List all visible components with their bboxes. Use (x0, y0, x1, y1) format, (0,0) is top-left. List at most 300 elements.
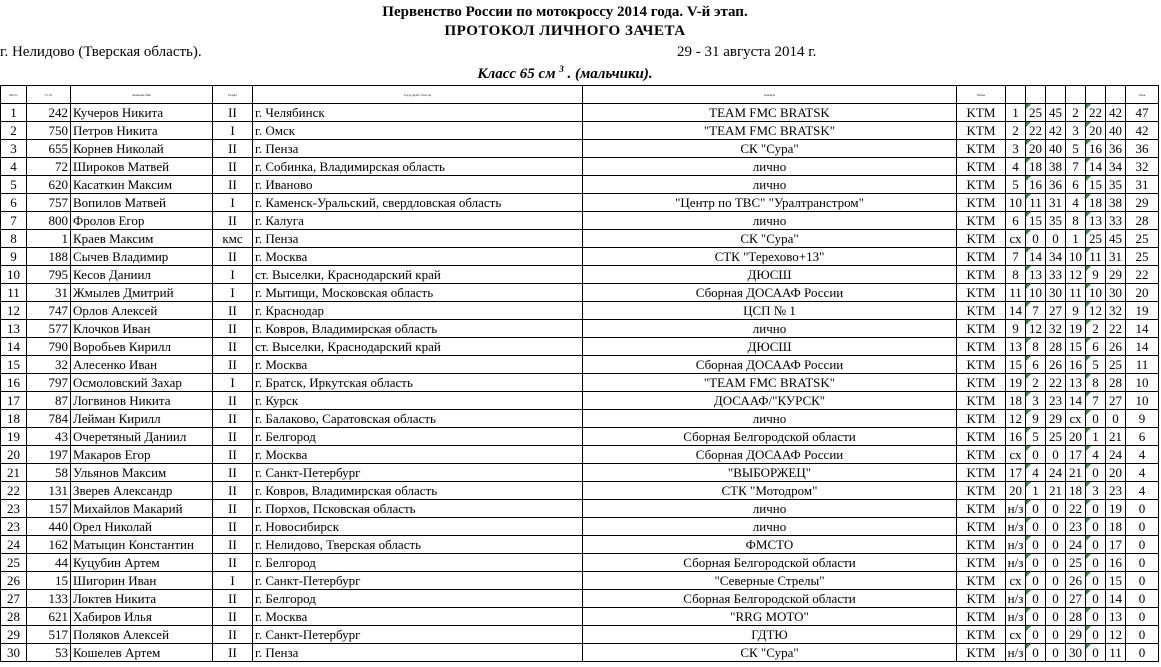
cell-bike: KTM (957, 104, 1006, 122)
cell-r1-pos: 7 (1006, 248, 1026, 266)
cell-name: Зверев Александр (71, 482, 213, 500)
cell-r2-pts: 0 (1086, 464, 1106, 482)
table-row (1, 176, 1159, 194)
cell-city: г. Краснодар (253, 302, 583, 320)
cell-r1-pts: 9 (1026, 410, 1046, 428)
cell-number: 797 (27, 374, 71, 392)
table-row (1, 338, 1159, 356)
cell-r1-sum: 0 (1046, 608, 1066, 626)
cell-number: 72 (27, 158, 71, 176)
cell-city: г. Собинка, Владимирская область (253, 158, 583, 176)
cell-r1-pts: 22 (1026, 122, 1046, 140)
cell-r1-pts: 25 (1026, 104, 1046, 122)
cell-city: г. Пенза (253, 644, 583, 662)
cell-r2-pts: 25 (1086, 230, 1106, 248)
cell-r1-pos: 11 (1006, 284, 1026, 302)
cell-bike: KTM (957, 482, 1006, 500)
cell-r1-sum: 24 (1046, 464, 1066, 482)
cell-bike: KTM (957, 572, 1006, 590)
header-number: Ст. № (27, 86, 71, 104)
cell-city: г. Санкт-Петербург (253, 626, 583, 644)
cell-r2-pos: 28 (1066, 608, 1086, 626)
cell-rank: II (213, 500, 253, 518)
cell-r2-pos: 14 (1066, 392, 1086, 410)
table-row (1, 122, 1159, 140)
cell-city: г. Пенза (253, 230, 583, 248)
table-row (1, 554, 1159, 572)
cell-r1-pts: 11 (1026, 194, 1046, 212)
table-row (1, 230, 1159, 248)
results-table (0, 85, 1159, 662)
cell-r1-sum: 0 (1046, 644, 1066, 662)
cell-total: 19 (1126, 302, 1159, 320)
cell-place: 23 (1, 518, 27, 536)
cell-rank: II (213, 518, 253, 536)
cell-r1-pos: сх (1006, 572, 1026, 590)
cell-r1-pos: 18 (1006, 392, 1026, 410)
cell-r2-pos: 21 (1066, 464, 1086, 482)
header-place: Место (1, 86, 27, 104)
cell-name: Корнев Николай (71, 140, 213, 158)
cell-name: Хабиров Илья (71, 608, 213, 626)
cell-r1-sum: 27 (1046, 302, 1066, 320)
class-heading (0, 64, 1130, 83)
cell-r2-sum: 25 (1106, 356, 1126, 374)
cell-bike: KTM (957, 194, 1006, 212)
cell-r1-pos: 16 (1006, 428, 1026, 446)
cell-city: г. Братск, Иркутская область (253, 374, 583, 392)
cell-r2-sum: 38 (1106, 194, 1126, 212)
cell-rank: I (213, 122, 253, 140)
cell-bike: KTM (957, 626, 1006, 644)
cell-r1-pos: сх (1006, 446, 1026, 464)
cell-r1-sum: 33 (1046, 266, 1066, 284)
cell-team: "Центр по ТВС" "Уралтранстром" (583, 194, 957, 212)
table-row (1, 104, 1159, 122)
cell-r2-pos: 30 (1066, 644, 1086, 662)
cell-r2-pos: 6 (1066, 176, 1086, 194)
cell-total: 20 (1126, 284, 1159, 302)
cell-total: 4 (1126, 446, 1159, 464)
cell-place: 28 (1, 608, 27, 626)
cell-bike: KTM (957, 266, 1006, 284)
cell-r1-pts: 3 (1026, 392, 1046, 410)
cell-name: Кучеров Никита (71, 104, 213, 122)
cell-r2-sum: 18 (1106, 518, 1126, 536)
cell-place: 10 (1, 266, 27, 284)
table-row (1, 428, 1159, 446)
cell-r2-pos: 22 (1066, 500, 1086, 518)
cell-r2-pos: 27 (1066, 590, 1086, 608)
cell-r2-sum: 26 (1106, 338, 1126, 356)
cell-city: г. Белгород (253, 590, 583, 608)
header-total: Очки (1126, 86, 1159, 104)
cell-name: Лейман Кирилл (71, 410, 213, 428)
table-row (1, 518, 1159, 536)
cell-city: г. Порхов, Псковская область (253, 500, 583, 518)
cell-place: 18 (1, 410, 27, 428)
cell-r2-pts: 16 (1086, 140, 1106, 158)
cell-place: 20 (1, 446, 27, 464)
header-r1-pos (1006, 86, 1026, 104)
cell-r1-pts: 0 (1026, 554, 1046, 572)
cell-r1-pts: 0 (1026, 446, 1046, 464)
cell-r1-pos: 15 (1006, 356, 1026, 374)
cell-bike: KTM (957, 176, 1006, 194)
cell-r1-sum: 0 (1046, 554, 1066, 572)
cell-r1-pos: н/з (1006, 536, 1026, 554)
cell-r1-sum: 36 (1046, 176, 1066, 194)
header-r1-pts (1026, 86, 1046, 104)
cell-r1-pos: н/з (1006, 500, 1026, 518)
cell-team: ДЮСШ (583, 338, 957, 356)
cell-city: ст. Выселки, Краснодарский край (253, 338, 583, 356)
cell-number: 790 (27, 338, 71, 356)
table-row (1, 410, 1159, 428)
cell-rank: II (213, 302, 253, 320)
cell-r1-pts: 5 (1026, 428, 1046, 446)
cell-team: СТК "Терехово+13" (583, 248, 957, 266)
cell-r2-pts: 6 (1086, 338, 1106, 356)
cell-number: 32 (27, 356, 71, 374)
cell-r1-sum: 0 (1046, 500, 1066, 518)
table-row (1, 500, 1159, 518)
cell-rank: I (213, 266, 253, 284)
cell-total: 9 (1126, 410, 1159, 428)
cell-city: г. Балаково, Саратовская область (253, 410, 583, 428)
cell-r2-sum: 11 (1106, 644, 1126, 662)
cell-place: 22 (1, 482, 27, 500)
header-team: Команда (583, 86, 957, 104)
cell-city: г. Санкт-Петербург (253, 572, 583, 590)
cell-r1-pos: 2 (1006, 122, 1026, 140)
cell-total: 0 (1126, 626, 1159, 644)
cell-r1-sum: 0 (1046, 572, 1066, 590)
header-name: Фамилия, Имя (71, 86, 213, 104)
cell-bike: KTM (957, 644, 1006, 662)
cell-place: 8 (1, 230, 27, 248)
cell-bike: KTM (957, 320, 1006, 338)
table-row (1, 302, 1159, 320)
cell-r2-sum: 14 (1106, 590, 1126, 608)
cell-r2-pos: 10 (1066, 248, 1086, 266)
cell-city: г. Челябинск (253, 104, 583, 122)
cell-r2-sum: 29 (1106, 266, 1126, 284)
cell-r1-sum: 40 (1046, 140, 1066, 158)
cell-team: СТК "Мотодром" (583, 482, 957, 500)
cell-number: 157 (27, 500, 71, 518)
cell-team: СК "Сура" (583, 140, 957, 158)
cell-r2-pos: 3 (1066, 122, 1086, 140)
cell-team: Сборная ДОСААФ России (583, 446, 957, 464)
cell-team: "RRG MOTO" (583, 608, 957, 626)
cell-team: ГДТЮ (583, 626, 957, 644)
table-row (1, 212, 1159, 230)
cell-rank: кмс (213, 230, 253, 248)
cell-city: г. Пенза (253, 140, 583, 158)
cell-total: 4 (1126, 482, 1159, 500)
cell-name: Куцубин Артем (71, 554, 213, 572)
cell-r1-sum: 35 (1046, 212, 1066, 230)
cell-r1-pts: 0 (1026, 230, 1046, 248)
cell-rank: II (213, 608, 253, 626)
cell-r2-pts: 0 (1086, 608, 1106, 626)
cell-team: Сборная ДОСААФ России (583, 356, 957, 374)
cell-place: 15 (1, 356, 27, 374)
cell-r1-pts: 7 (1026, 302, 1046, 320)
cell-city: г. Каменск-Уральский, свердловская область (253, 194, 583, 212)
cell-r2-pts: 12 (1086, 302, 1106, 320)
cell-r2-pts: 0 (1086, 590, 1106, 608)
cell-name: Вопилов Матвей (71, 194, 213, 212)
cell-r1-pos: 19 (1006, 374, 1026, 392)
cell-r2-pos: 26 (1066, 572, 1086, 590)
cell-name: Логвинов Никита (71, 392, 213, 410)
cell-r2-sum: 20 (1106, 464, 1126, 482)
cell-r1-pts: 0 (1026, 644, 1046, 662)
cell-r2-sum: 12 (1106, 626, 1126, 644)
cell-r1-sum: 0 (1046, 590, 1066, 608)
cell-r2-pts: 22 (1086, 104, 1106, 122)
cell-name: Осмоловский Захар (71, 374, 213, 392)
cell-r2-sum: 0 (1106, 410, 1126, 428)
cell-r2-pts: 0 (1086, 626, 1106, 644)
cell-total: 4 (1126, 464, 1159, 482)
cell-rank: II (213, 338, 253, 356)
cell-place: 25 (1, 554, 27, 572)
cell-total: 6 (1126, 428, 1159, 446)
header-r1-sum (1046, 86, 1066, 104)
cell-r2-pts: 13 (1086, 212, 1106, 230)
cell-total: 32 (1126, 158, 1159, 176)
header-r2-sum (1106, 86, 1126, 104)
cell-name: Кесов Даниил (71, 266, 213, 284)
cell-number: 15 (27, 572, 71, 590)
cell-r1-pts: 1 (1026, 482, 1046, 500)
cell-bike: KTM (957, 356, 1006, 374)
cell-rank: II (213, 176, 253, 194)
cell-place: 17 (1, 392, 27, 410)
cell-r1-pts: 14 (1026, 248, 1046, 266)
cell-city: г. Белгород (253, 428, 583, 446)
cell-team: ДЮСШ (583, 266, 957, 284)
cell-place: 14 (1, 338, 27, 356)
cell-place: 26 (1, 572, 27, 590)
cell-name: Касаткин Максим (71, 176, 213, 194)
table-row (1, 194, 1159, 212)
table-row (1, 626, 1159, 644)
cell-r1-pts: 0 (1026, 536, 1046, 554)
cell-place: 9 (1, 248, 27, 266)
cell-place: 1 (1, 104, 27, 122)
cell-city: г. Омск (253, 122, 583, 140)
cell-total: 0 (1126, 572, 1159, 590)
cell-bike: KTM (957, 284, 1006, 302)
cell-team: ФМСТО (583, 536, 957, 554)
cell-city: г. Ковров, Владимирская область (253, 482, 583, 500)
table-row (1, 320, 1159, 338)
cell-r2-pts: 0 (1086, 518, 1106, 536)
cell-total: 29 (1126, 194, 1159, 212)
cell-r2-pts: 0 (1086, 644, 1106, 662)
cell-place: 6 (1, 194, 27, 212)
cell-r2-pos: 15 (1066, 338, 1086, 356)
cell-r2-sum: 24 (1106, 446, 1126, 464)
cell-bike: KTM (957, 446, 1006, 464)
header-rank: Разряд (213, 86, 253, 104)
cell-bike: KTM (957, 608, 1006, 626)
header-r2-pos (1066, 86, 1086, 104)
cell-r1-sum: 42 (1046, 122, 1066, 140)
cell-city: г. Белгород (253, 554, 583, 572)
table-row (1, 464, 1159, 482)
cell-r1-sum: 0 (1046, 446, 1066, 464)
cell-r1-pts: 0 (1026, 500, 1046, 518)
cell-number: 197 (27, 446, 71, 464)
cell-team: Сборная ДОСААФ России (583, 284, 957, 302)
cell-number: 131 (27, 482, 71, 500)
cell-r1-pos: 8 (1006, 266, 1026, 284)
cell-r1-pos: 13 (1006, 338, 1026, 356)
cell-place: 16 (1, 374, 27, 392)
cell-place: 3 (1, 140, 27, 158)
cell-name: Шигорин Иван (71, 572, 213, 590)
cell-number: 440 (27, 518, 71, 536)
cell-bike: KTM (957, 212, 1006, 230)
cell-place: 29 (1, 626, 27, 644)
cell-r2-pos: 20 (1066, 428, 1086, 446)
cell-r2-pos: 19 (1066, 320, 1086, 338)
cell-rank: I (213, 194, 253, 212)
cell-name: Кошелев Артем (71, 644, 213, 662)
cell-r1-pos: 17 (1006, 464, 1026, 482)
cell-r1-pos: н/з (1006, 644, 1026, 662)
cell-bike: KTM (957, 500, 1006, 518)
cell-place: 19 (1, 428, 27, 446)
event-dates: 29 - 31 августа 2014 г. (677, 44, 817, 60)
cell-r1-pos: н/з (1006, 590, 1026, 608)
cell-number: 517 (27, 626, 71, 644)
cell-r1-sum: 28 (1046, 338, 1066, 356)
cell-rank: II (213, 212, 253, 230)
cell-r2-pos: 11 (1066, 284, 1086, 302)
cell-city: г. Москва (253, 608, 583, 626)
cell-r1-pos: сх (1006, 626, 1026, 644)
cell-r1-pos: 3 (1006, 140, 1026, 158)
cell-rank: II (213, 644, 253, 662)
cell-r2-pos: 16 (1066, 356, 1086, 374)
cell-bike: KTM (957, 428, 1006, 446)
cell-team: Сборная Белгородской области (583, 590, 957, 608)
cell-r2-sum: 33 (1106, 212, 1126, 230)
cell-rank: I (213, 572, 253, 590)
cell-name: Макаров Егор (71, 446, 213, 464)
cell-team: лично (583, 500, 957, 518)
cell-r2-pos: 23 (1066, 518, 1086, 536)
cell-city: г. Новосибирск (253, 518, 583, 536)
cell-place: 21 (1, 464, 27, 482)
cell-r1-pts: 16 (1026, 176, 1046, 194)
cell-total: 25 (1126, 230, 1159, 248)
cell-city: г. Курск (253, 392, 583, 410)
cell-r1-pts: 20 (1026, 140, 1046, 158)
cell-number: 53 (27, 644, 71, 662)
cell-r2-pos: 12 (1066, 266, 1086, 284)
cell-r1-sum: 0 (1046, 626, 1066, 644)
cell-number: 757 (27, 194, 71, 212)
class-suffix: . (мальчики). (563, 66, 653, 82)
cell-place: 4 (1, 158, 27, 176)
cell-r2-pts: 3 (1086, 482, 1106, 500)
cell-place: 5 (1, 176, 27, 194)
cell-r2-sum: 42 (1106, 104, 1126, 122)
cell-name: Широков Матвей (71, 158, 213, 176)
cell-r1-pts: 4 (1026, 464, 1046, 482)
cell-place: 11 (1, 284, 27, 302)
cell-total: 0 (1126, 608, 1159, 626)
cell-r1-pts: 6 (1026, 356, 1046, 374)
cell-name: Жмылев Дмитрий (71, 284, 213, 302)
cell-name: Локтев Никита (71, 590, 213, 608)
cell-r2-pos: 7 (1066, 158, 1086, 176)
cell-r1-sum: 22 (1046, 374, 1066, 392)
cell-r2-sum: 15 (1106, 572, 1126, 590)
cell-bike: KTM (957, 230, 1006, 248)
cell-number: 43 (27, 428, 71, 446)
cell-r2-pos: 8 (1066, 212, 1086, 230)
cell-r1-pts: 0 (1026, 608, 1046, 626)
cell-total: 36 (1126, 140, 1159, 158)
cell-rank: II (213, 392, 253, 410)
cell-city: ст. Выселки, Краснодарский край (253, 266, 583, 284)
cell-r2-pts: 11 (1086, 248, 1106, 266)
cell-total: 10 (1126, 374, 1159, 392)
table-row (1, 392, 1159, 410)
cell-r1-sum: 34 (1046, 248, 1066, 266)
cell-number: 1 (27, 230, 71, 248)
cell-r2-pts: 20 (1086, 122, 1106, 140)
cell-r1-sum: 23 (1046, 392, 1066, 410)
class-superscript: 3 (559, 64, 564, 74)
cell-r2-pts: 1 (1086, 428, 1106, 446)
header-bike: Марка (957, 86, 1006, 104)
cell-r2-sum: 17 (1106, 536, 1126, 554)
cell-r2-sum: 13 (1106, 608, 1126, 626)
cell-city: г. Санкт-Петербург (253, 464, 583, 482)
cell-r1-pos: 14 (1006, 302, 1026, 320)
cell-team: лично (583, 212, 957, 230)
cell-r2-sum: 19 (1106, 500, 1126, 518)
cell-r2-pos: 1 (1066, 230, 1086, 248)
cell-r2-pts: 18 (1086, 194, 1106, 212)
results-table-header (1, 86, 1159, 104)
cell-bike: KTM (957, 374, 1006, 392)
cell-name: Алесенко Иван (71, 356, 213, 374)
cell-team: TEAM FMC BRATSK (583, 104, 957, 122)
cell-city: г. Нелидово, Тверская область (253, 536, 583, 554)
table-row (1, 356, 1159, 374)
cell-r1-pts: 18 (1026, 158, 1046, 176)
cell-r2-pts: 5 (1086, 356, 1106, 374)
cell-total: 0 (1126, 590, 1159, 608)
cell-r1-pts: 13 (1026, 266, 1046, 284)
cell-r1-pts: 2 (1026, 374, 1046, 392)
cell-r2-pos: 13 (1066, 374, 1086, 392)
cell-r1-pts: 15 (1026, 212, 1046, 230)
cell-r2-sum: 31 (1106, 248, 1126, 266)
cell-team: СК "Сура" (583, 644, 957, 662)
cell-name: Поляков Алексей (71, 626, 213, 644)
